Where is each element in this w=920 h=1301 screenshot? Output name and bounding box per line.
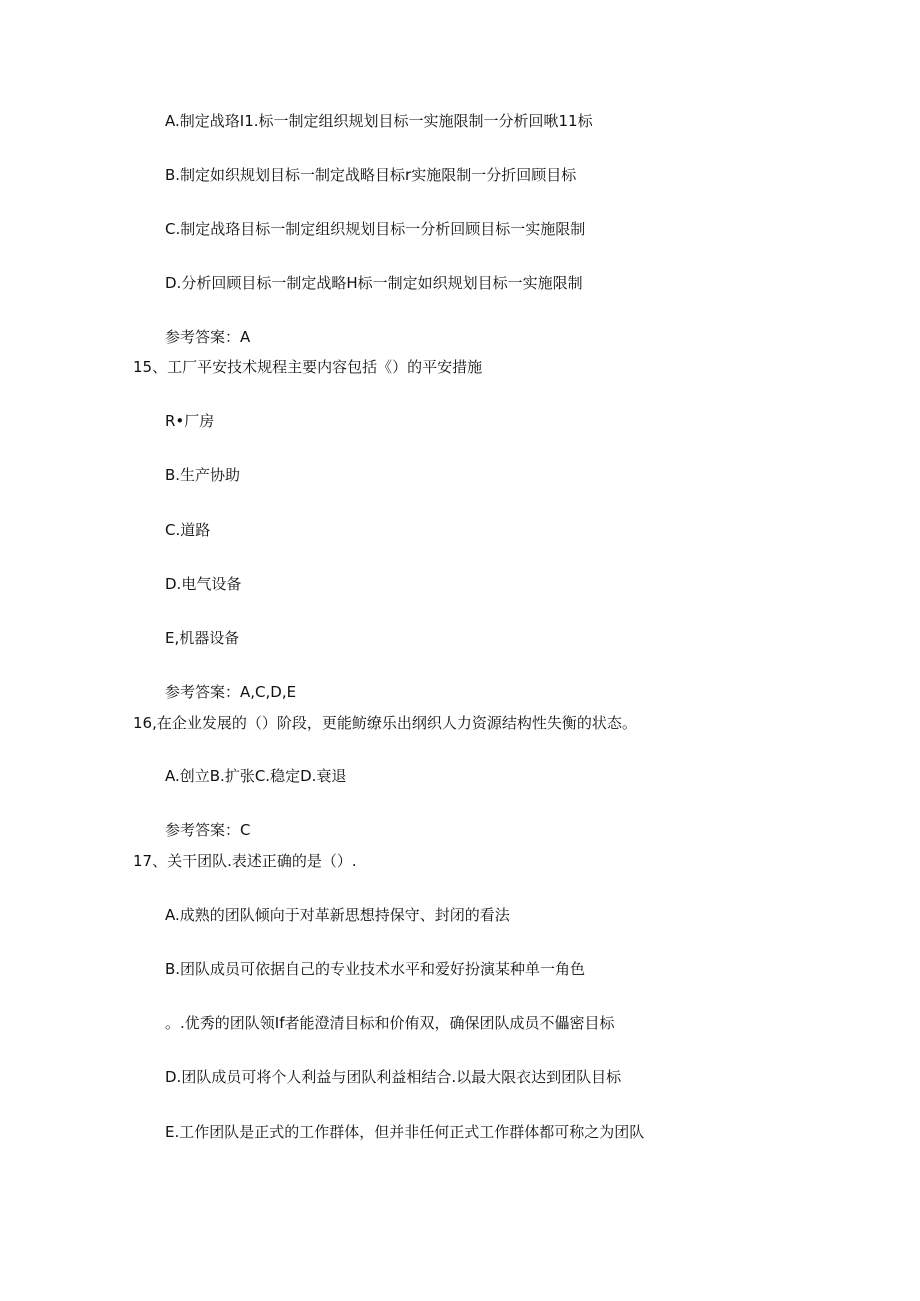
option-d: D.电气设备	[165, 575, 242, 593]
option-c: 。.优秀的团队领If者能澄清目标和价侑双，确保团队成员不儡密目标	[165, 1014, 615, 1032]
answer: 参考答案：C	[165, 821, 251, 839]
option-e: E,机器设备	[165, 629, 240, 647]
option-a: R•厂房	[165, 412, 215, 430]
option-a: A.成熟的团队倾向于对革新思想持保守、封闭的看法	[165, 906, 510, 924]
option-abcd: A.创立B.扩张C.稳定D.衰退	[165, 767, 347, 785]
option-b: B.生产协助	[165, 466, 241, 484]
option-b: B.团队成员可依据自己的专业技术水平和爱好扮演某种单一角色	[165, 960, 586, 978]
option-d: D.团队成员可将个人利益与团队利益相结合.以最大限衣达到团队目标	[165, 1068, 622, 1086]
question-16: 16,在企业发展的（）阶段，更能鲂缭乐出纲织人力资源结构性失衡的状态。	[133, 714, 637, 732]
question-15: 15、工厂平安技术规程主要内容包括《）的平安措施	[133, 358, 483, 376]
option-c: C.道路	[165, 521, 211, 539]
option-b: B.制定如织规划目标一制定战略目标r实施限制一分折回顾目标	[165, 166, 577, 184]
option-c: C.制定战珞目标一制定组织规划目标一分析回顾目标一实施限制	[165, 220, 586, 238]
answer: 参考答案：A,C,D,E	[165, 683, 297, 701]
option-e: E.工作团队是正式的工作群体，但并非任何正式工作群体都可称之为团队	[165, 1123, 645, 1141]
option-a: A.制定战珞I1.标一制定组织规划目标一实施限制一分析回啾11标	[165, 112, 593, 130]
option-d: D.分析回顾目标一制定战略H标一制定如织规划目标一实施限制	[165, 274, 583, 292]
question-17: 17、关干团队.表述正确的是（）.	[133, 852, 357, 870]
answer: 参考答案：A	[165, 328, 251, 346]
